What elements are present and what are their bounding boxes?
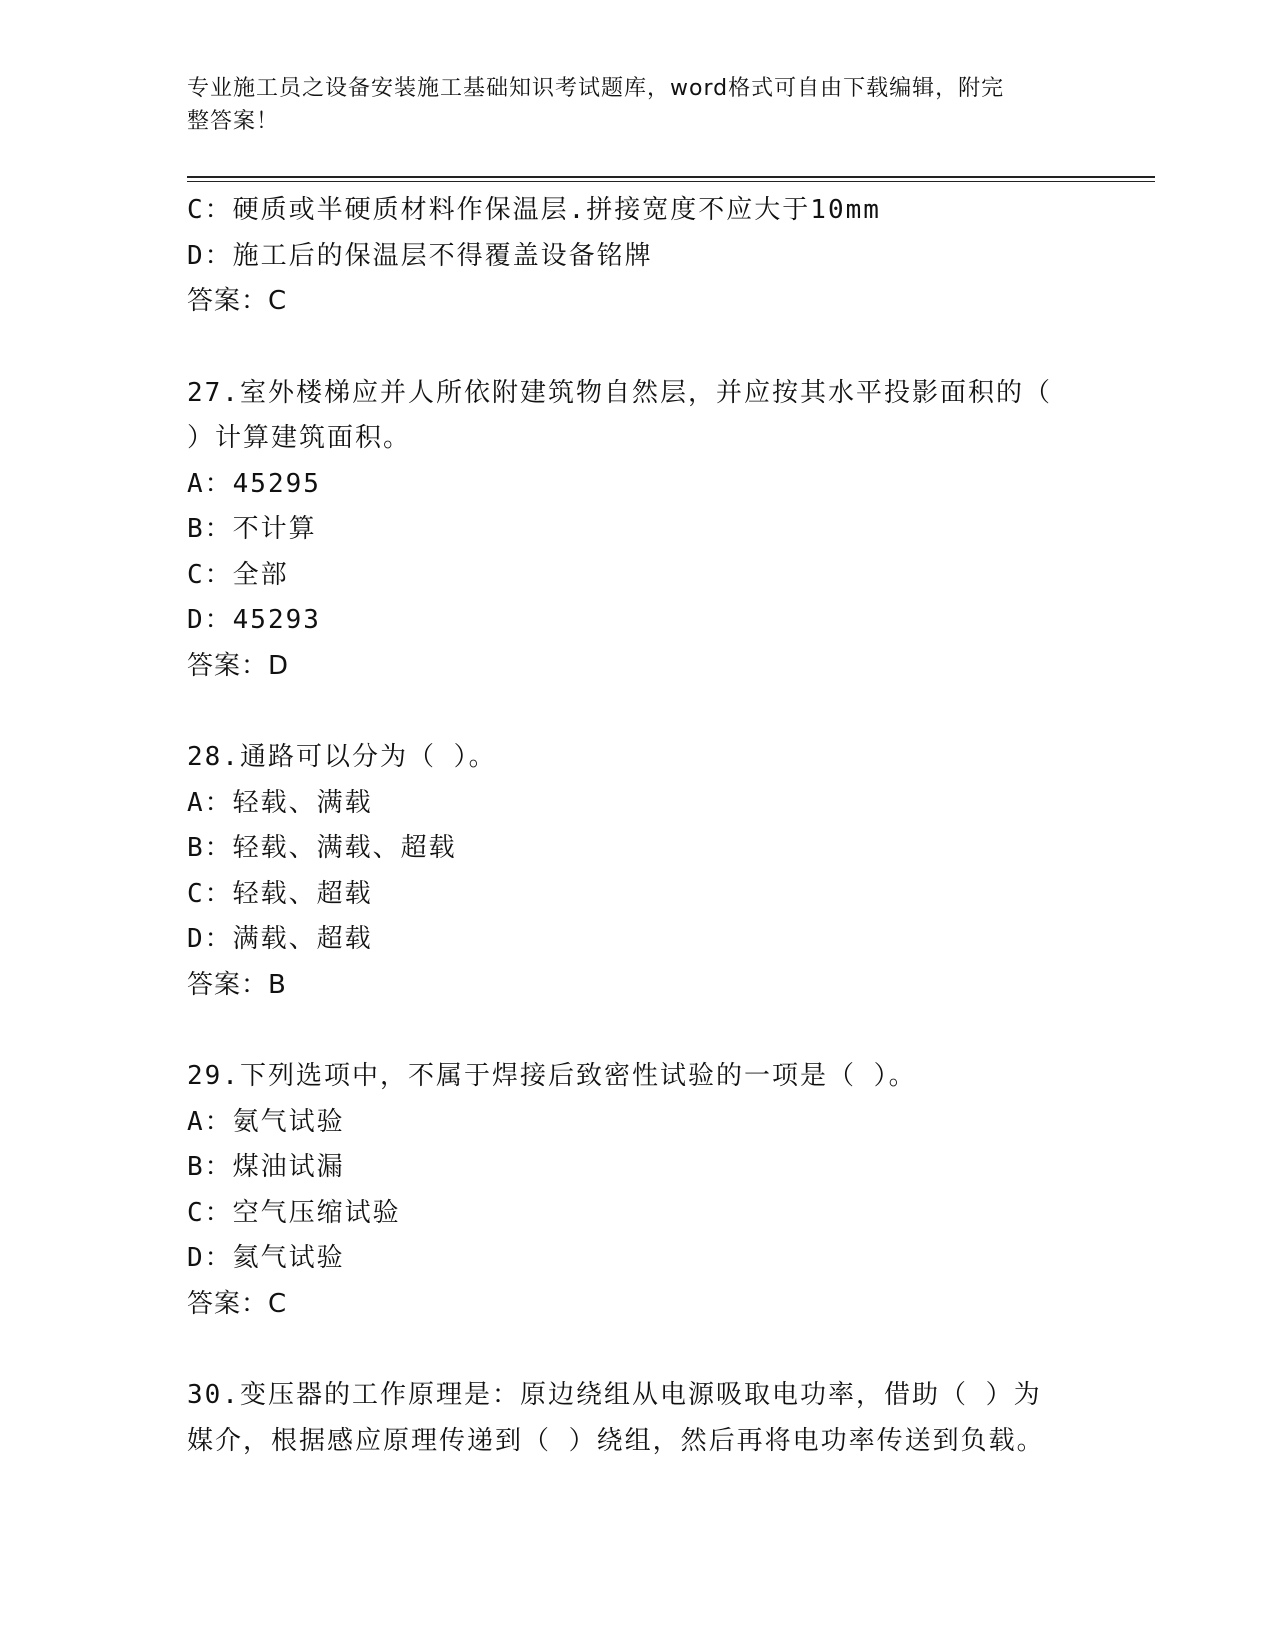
option-a: A：45295 [187,468,321,499]
header-rule-thin [187,181,1155,182]
option-c: C：轻载、超载 [187,878,373,909]
header-line-1: 专业施工员之设备安装施工基础知识考试题库，word格式可自由下载编辑，附完 [187,76,1005,101]
question-30 [187,1373,1087,1464]
question-list [187,188,1087,1464]
question-stem: 29.下列选项中，不属于焊接后致密性试验的一项是（ ）。 [187,1061,917,1091]
answer: 答案：B [187,969,287,1000]
option-d: D：氦气试验 [187,1243,345,1273]
question-28 [187,735,1087,1008]
spacer [187,1008,1087,1054]
spacer [187,1327,1087,1373]
question-26-tail [187,188,1087,325]
document-header [187,72,1067,138]
header-rule-thick [187,176,1155,178]
answer: 答案：C [187,286,288,316]
option-a: A：氨气试验 [187,1106,345,1137]
option-c: C：硬质或半硬质材料作保温层.拼接宽度不应大于10mm [187,195,881,225]
answer: 答案：C [187,1288,288,1319]
option-d: D：施工后的保温层不得覆盖设备铭牌 [187,240,653,271]
option-b: B：轻载、满载、超载 [187,833,457,863]
option-b: B：不计算 [187,514,317,544]
option-d: D：45293 [187,605,321,635]
question-stem-continued: ）计算建筑面积。 [187,423,412,453]
option-c: C：全部 [187,559,289,590]
question-stem: 27.室外楼梯应并人所依附建筑物自然层，并应按其水平投影面积的（ [187,377,1052,408]
option-a: A：轻载、满载 [187,787,373,818]
spacer [187,325,1087,371]
header-line-2: 整答案！ [187,109,280,134]
question-27 [187,371,1087,690]
question-29 [187,1054,1087,1327]
question-stem: 28.通路可以分为（ ）。 [187,742,497,772]
question-stem: 30.变压器的工作原理是：原边绕组从电源吸取电功率，借助（ ）为 [187,1380,1042,1410]
option-b: B：煤油试漏 [187,1152,345,1182]
question-stem-continued: 媒介，根据感应原理传递到（ ）绕组，然后再将电功率传送到负载。 [187,1425,1045,1456]
answer: 答案：D [187,650,290,681]
option-d: D：满载、超载 [187,924,373,954]
spacer [187,689,1087,735]
option-c: C：空气压缩试验 [187,1197,401,1228]
